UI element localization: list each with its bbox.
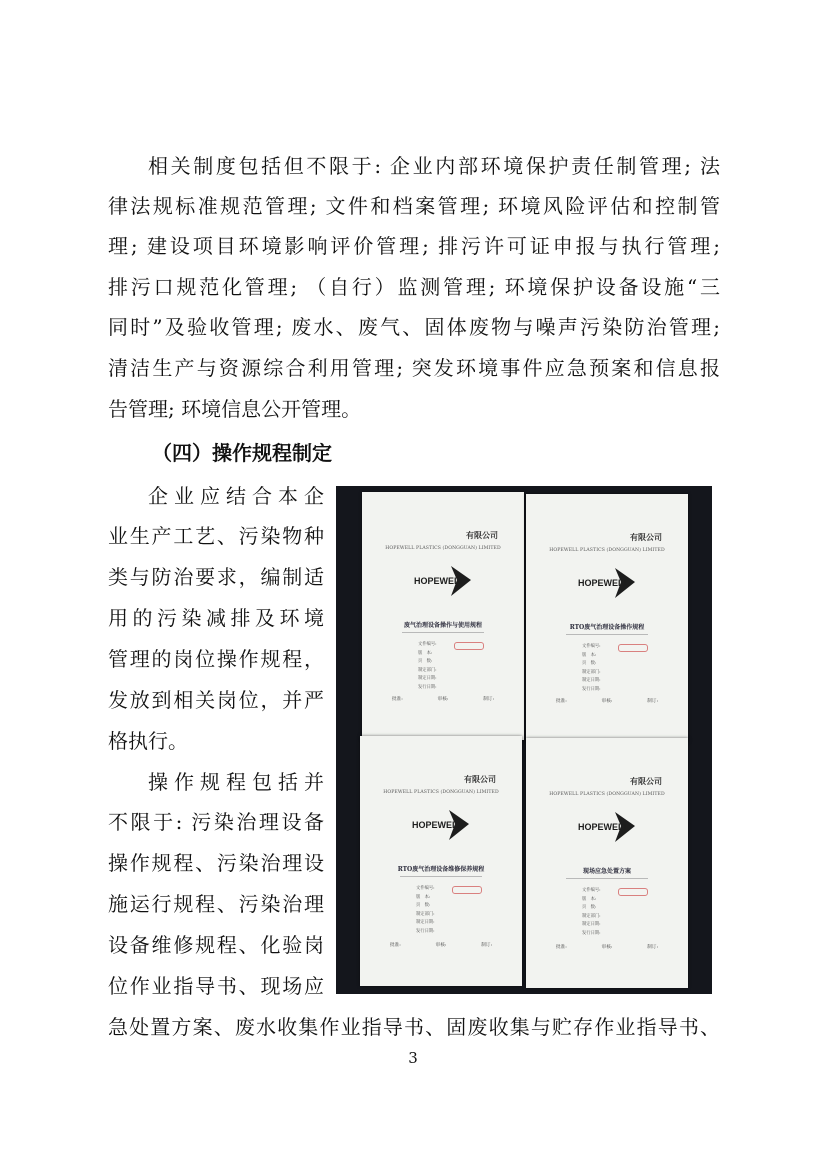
- company-name-english: HOPEWELL PLASTICS (DONGGUAN) LIMITED: [549, 548, 665, 553]
- paragraph-3-line-5: 设备维修规程、化验岗: [108, 933, 324, 957]
- red-stamp-icon: [454, 642, 484, 650]
- document-title: 废气治理设备操作与使用规程: [403, 622, 482, 629]
- company-name-english: HOPEWELL PLASTICS (DONGGUAN) LIMITED: [549, 792, 665, 797]
- page-number: 3: [408, 1049, 418, 1067]
- red-stamp-icon: [618, 644, 648, 652]
- logo-text: HOPEWELL: [578, 578, 629, 588]
- sign-approve: 批准:: [556, 699, 567, 704]
- field-label: 制定部门:: [582, 669, 601, 675]
- document-fields: [418, 641, 437, 693]
- paragraph-1-line-5: 同时”及验收管理; 废水、废气、固体废物与噪声污染防治管理;: [108, 315, 720, 339]
- field-label: 制定部门:: [416, 911, 435, 917]
- paragraph-2-line-4: 用的污染减排及环境: [108, 606, 324, 630]
- company-name: 有限公司: [466, 530, 498, 540]
- sign-approve: 批准:: [556, 945, 567, 950]
- sign-prepare: 制订:: [647, 945, 658, 950]
- document-title: 现场应急处置方案: [582, 868, 631, 875]
- paragraph-1-line-2: 律法规标准规范管理; 文件和档案管理; 环境风险评估和控制管: [108, 194, 720, 218]
- field-label: 页 数:: [416, 903, 431, 909]
- document-title: RTO废气治理设备操作规程: [569, 624, 645, 631]
- signature-row: [556, 944, 658, 950]
- paragraph-2-line-7: 格执行。: [108, 729, 188, 753]
- procedure-documents-photo: [336, 486, 712, 994]
- logo-text: HOPEWELL: [414, 576, 465, 586]
- paragraph-2-line-5: 管理的岗位操作规程，: [108, 647, 324, 671]
- field-label: 版 本:: [582, 652, 597, 658]
- title-rule: [566, 878, 648, 879]
- field-label: 页 数:: [582, 905, 597, 911]
- paragraph-2-line-1: 企业应结合本企: [148, 484, 324, 508]
- document-card: [360, 736, 522, 986]
- signature-row: [392, 696, 494, 702]
- logo-text: HOPEWELL: [412, 820, 463, 830]
- hopewell-logo-icon: [577, 810, 637, 844]
- sign-prepare: 制订:: [647, 699, 658, 704]
- sign-approve: 批准:: [392, 697, 403, 702]
- document-card: [526, 494, 688, 742]
- field-label: 制定日期:: [418, 676, 437, 682]
- red-stamp-icon: [618, 888, 648, 896]
- field-label: 文件编号:: [582, 888, 601, 893]
- document-card: [362, 492, 524, 740]
- signature-row: [556, 698, 658, 704]
- paragraph-2-line-3: 类与防治要求，编制适: [108, 565, 324, 589]
- field-label: 文件编号:: [418, 642, 437, 647]
- company-name: 有限公司: [630, 532, 662, 542]
- title-rule: [566, 634, 648, 635]
- red-stamp-icon: [452, 886, 482, 894]
- field-label: 文件编号:: [416, 886, 435, 891]
- hopewell-logo-icon: [411, 808, 471, 842]
- document-fields: [582, 643, 601, 695]
- paragraph-1-line-6: 清洁生产与资源综合利用管理; 突发环境事件应急预案和信息报: [108, 356, 720, 380]
- company-name-english: HOPEWELL PLASTICS (DONGGUAN) LIMITED: [383, 790, 499, 795]
- document-fields: [582, 887, 601, 939]
- sign-prepare: 制订:: [481, 943, 492, 948]
- field-label: 发行日期:: [582, 930, 601, 936]
- logo-text: HOPEWELL: [578, 822, 629, 832]
- field-label: 页 数:: [582, 661, 597, 667]
- section-heading: （四）操作规程制定: [152, 441, 332, 465]
- paragraph-3-line-3: 操作规程、污染治理设: [108, 851, 324, 875]
- title-rule: [400, 876, 482, 877]
- sign-approve: 批准:: [390, 943, 401, 948]
- paragraph-3-line-7: 急处置方案、废水收集作业指导书、固废收集与贮存作业指导书、: [108, 1015, 720, 1039]
- hopewell-logo-icon: [577, 566, 637, 600]
- field-label: 页 数:: [418, 659, 433, 665]
- paragraph-3-line-6: 位作业指导书、现场应: [108, 974, 324, 998]
- field-label: 制定日期:: [582, 922, 601, 928]
- paragraph-2-line-2: 业生产工艺、污染物种: [108, 524, 324, 548]
- field-label: 制定部门:: [582, 913, 601, 919]
- document-card: [526, 738, 688, 988]
- sign-review: 审核:: [437, 697, 449, 702]
- company-name: 有限公司: [464, 774, 496, 784]
- paragraph-1-line-7: 告管理; 环境信息公开管理。: [108, 397, 362, 421]
- field-label: 版 本:: [416, 894, 431, 900]
- field-label: 发行日期:: [418, 684, 437, 690]
- signature-row: [390, 942, 492, 948]
- sign-review: 审核:: [601, 699, 613, 704]
- company-name-english: HOPEWELL PLASTICS (DONGGUAN) LIMITED: [385, 546, 501, 551]
- sign-review: 审核:: [435, 943, 447, 948]
- document-fields: [416, 885, 435, 937]
- paragraph-1-line-3: 理; 建设项目环境影响评价管理; 排污许可证申报与执行管理;: [108, 234, 720, 258]
- field-label: 版 本:: [418, 650, 433, 656]
- field-label: 发行日期:: [582, 686, 601, 692]
- paragraph-3-line-1: 操作规程包括并: [148, 770, 324, 794]
- company-name: 有限公司: [630, 776, 662, 786]
- field-label: 制定日期:: [416, 920, 435, 926]
- sign-prepare: 制订:: [483, 697, 494, 702]
- paragraph-1-line-1: 相关制度包括但不限于: 企业内部环境保护责任制管理; 法: [148, 154, 720, 178]
- paragraph-1-line-4: 排污口规范化管理; （自行）监测管理; 环境保护设备设施“三: [108, 275, 720, 299]
- document-title: RTO废气治理设备维修保养规程: [397, 866, 485, 873]
- sign-review: 审核:: [601, 945, 613, 950]
- title-rule: [402, 632, 484, 633]
- field-label: 发行日期:: [416, 928, 435, 934]
- hopewell-logo-icon: [413, 564, 473, 598]
- field-label: 制定部门:: [418, 667, 437, 673]
- paragraph-3-line-2: 不限于: 污染治理设备: [108, 810, 324, 834]
- field-label: 版 本:: [582, 896, 597, 902]
- paragraph-2-line-6: 发放到相关岗位，并严: [108, 688, 324, 712]
- paragraph-3-line-4: 施运行规程、污染治理: [108, 892, 324, 916]
- field-label: 文件编号:: [582, 644, 601, 649]
- field-label: 制定日期:: [582, 678, 601, 684]
